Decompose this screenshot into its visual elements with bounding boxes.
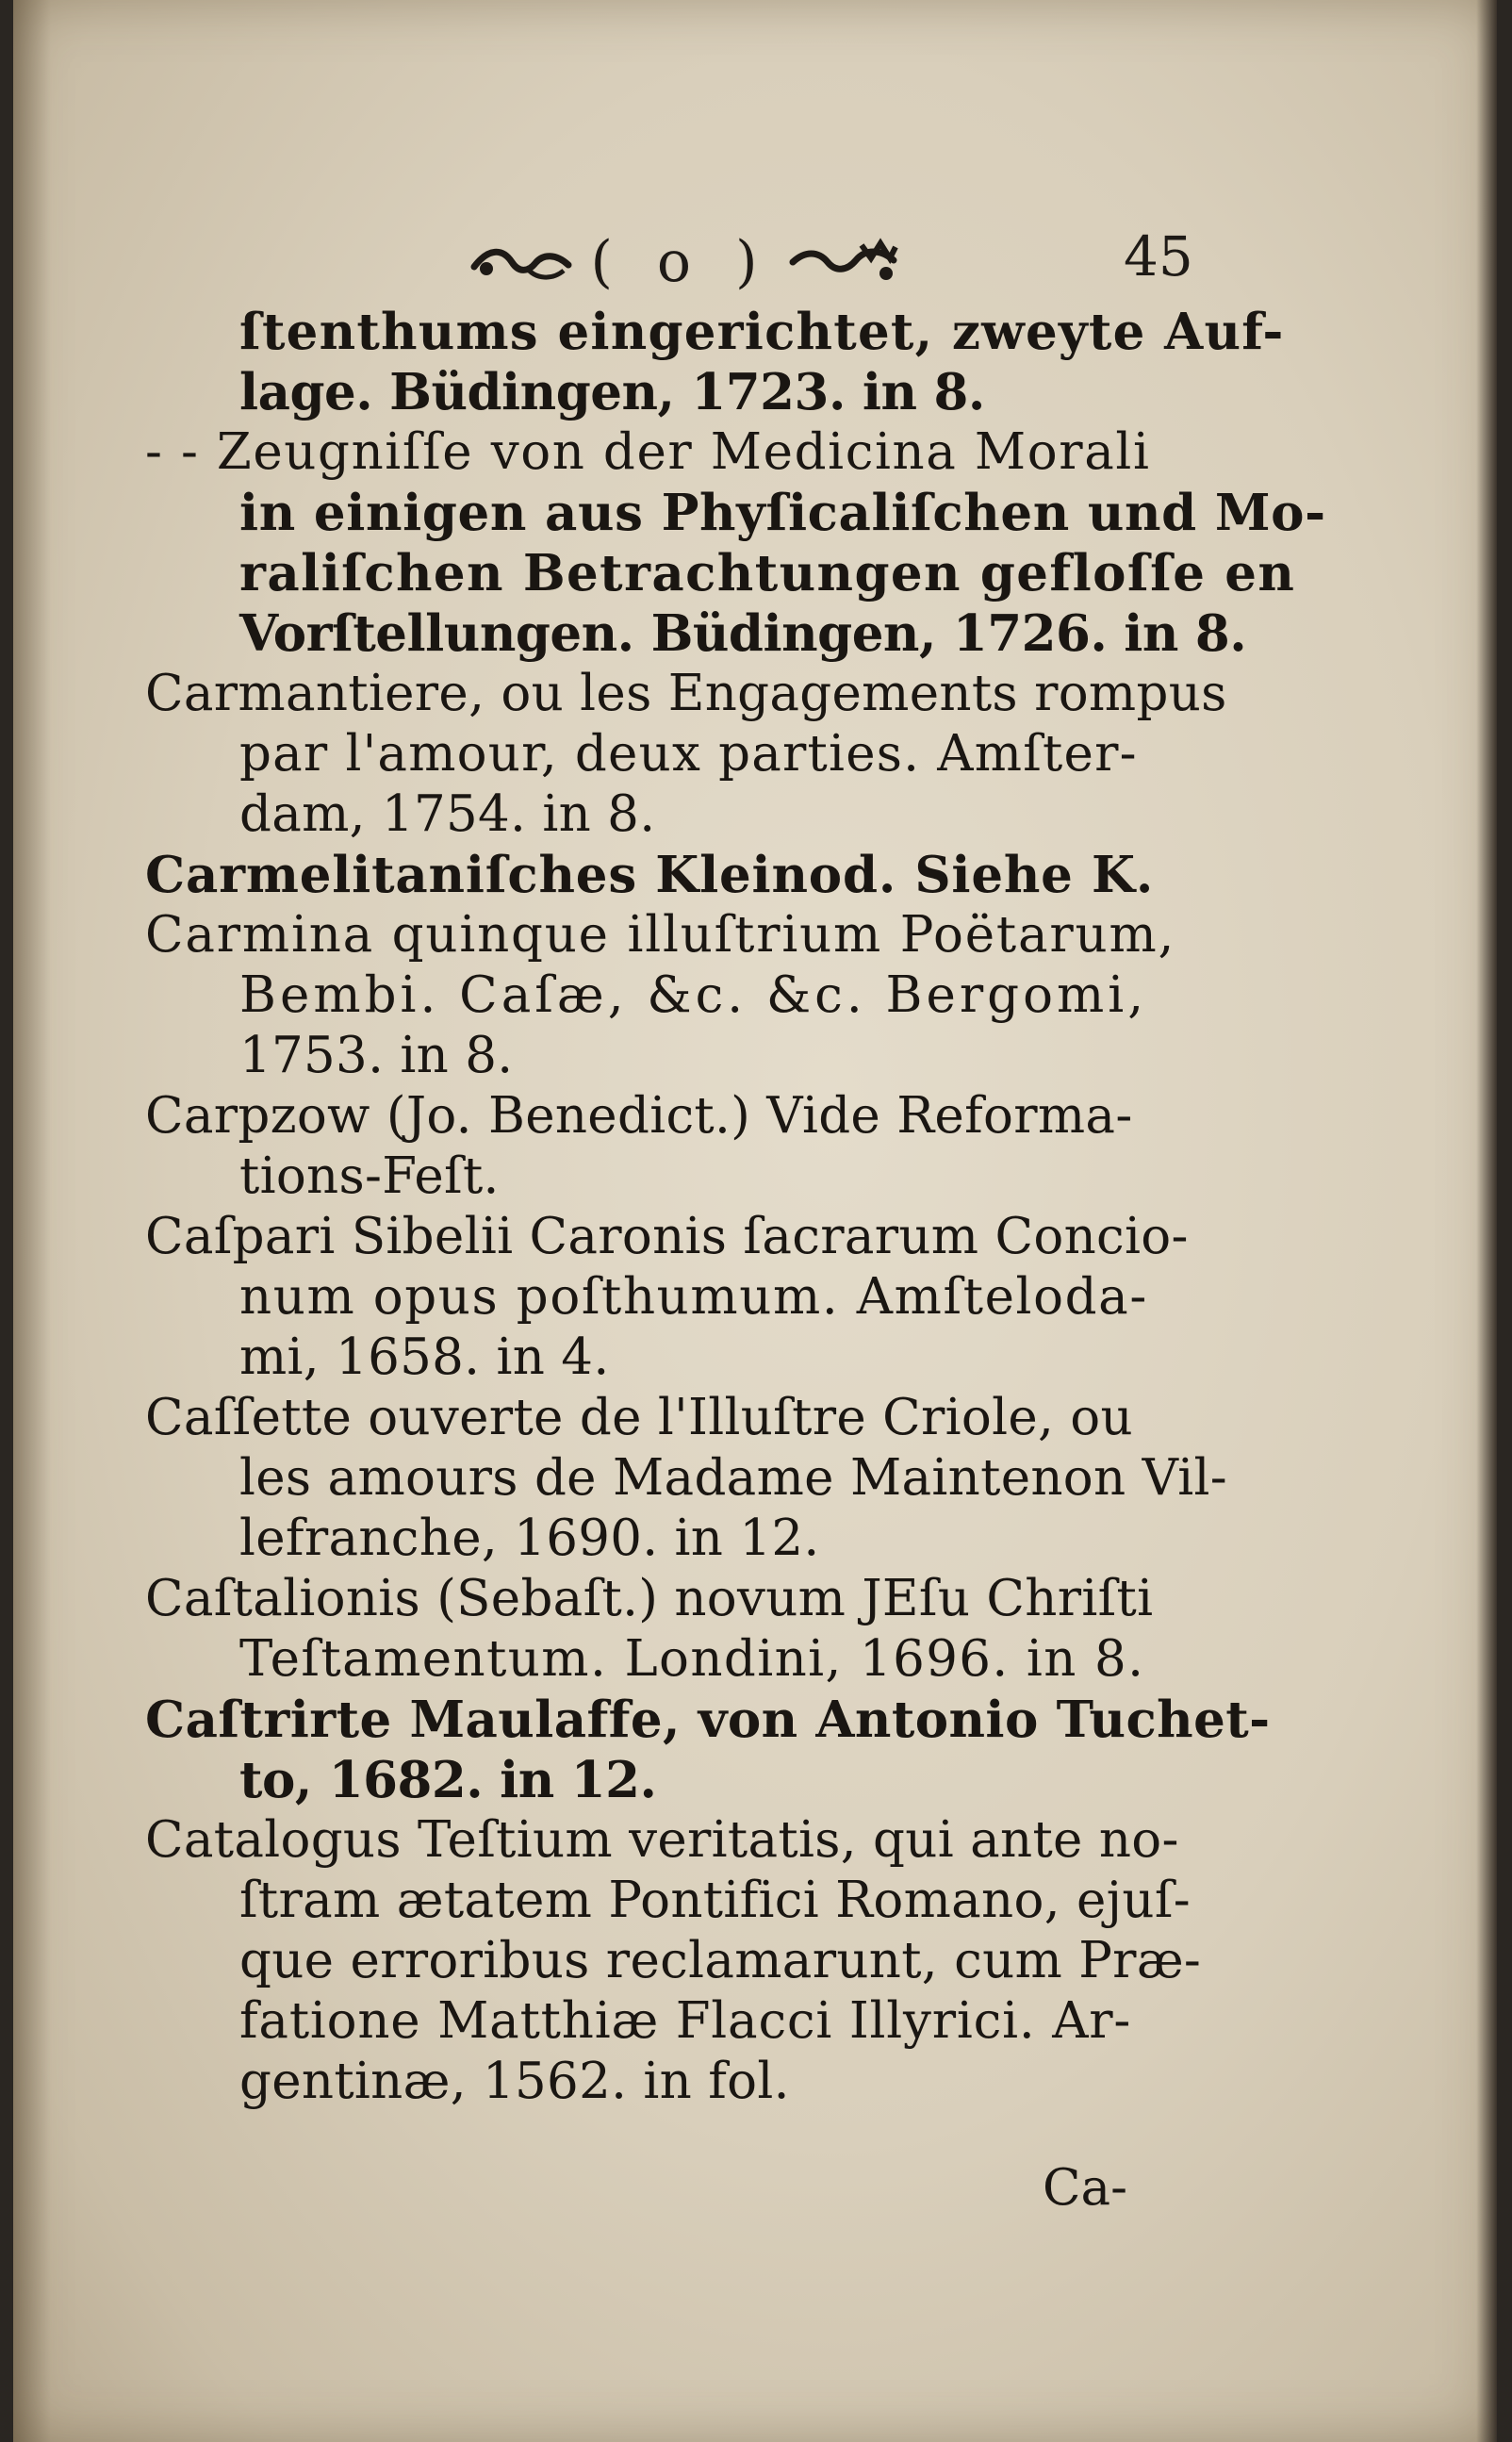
- entry-line: Carmina quinque illuſtrium Poëtarum,: [145, 906, 1176, 964]
- entry-line: tions-Feſt.: [239, 1147, 500, 1205]
- entry-line: - - Zeugniſſe von der Medicina Morali: [145, 423, 1151, 481]
- entry-line: par l'amour, deux parties. Amſter-: [239, 725, 1138, 783]
- book-page: [13, 0, 1497, 2442]
- entry-line: in einigen aus Phyſicaliſchen und Mo-: [239, 484, 1326, 542]
- entry-line: Caſſette ouverte de l'Illuſtre Criole, ou: [145, 1389, 1133, 1446]
- entry-line: Caſtalionis (Sebaſt.) novum JEſu Chriſti: [145, 1570, 1154, 1627]
- entry-line: gentinæ, 1562. in fol.: [239, 2053, 790, 2110]
- fleuron-right-icon: [788, 236, 901, 289]
- entry-line: Caſtrirte Maulaffe, von Antonio Tuchet-: [145, 1691, 1271, 1749]
- entry-line: Vorſtellungen. Büdingen, 1726. in 8.: [239, 604, 1247, 663]
- header-ornament-text: ( o ): [590, 229, 771, 295]
- entry-line: ſtram ætatem Pontifici Romano, ejuſ-: [239, 1872, 1191, 1929]
- entry-line: Carmelitaniſches Kleinod. Siehe K.: [145, 846, 1155, 904]
- entry-line: Carpzow (Jo. Benedict.) Vide Reforma-: [145, 1087, 1133, 1145]
- page-header: [13, 224, 1497, 300]
- entry-line: Carmantiere, ou les Engagements rompus: [145, 665, 1227, 722]
- entry-line: to, 1682. in 12.: [239, 1751, 657, 1809]
- page-number: 45: [1124, 224, 1193, 289]
- entry-line: les amours de Madame Maintenon Vil-: [239, 1449, 1227, 1507]
- entry-line: Caſpari Sibelii Caronis ſacrarum Concio-: [145, 1208, 1189, 1265]
- entry-line: Bembi. Caſæ, &c. &c. Bergomi,: [239, 966, 1148, 1024]
- header-ornament: [464, 224, 907, 300]
- entry-line: dam, 1754. in 8.: [239, 785, 656, 843]
- entry-line: ſtenthums eingerichtet, zweyte Auf-: [239, 303, 1285, 361]
- entry-line: lefranche, 1690. in 12.: [239, 1510, 820, 1567]
- entry-line: num opus poſthumum. Amſteloda-: [239, 1268, 1148, 1326]
- fleuron-left-icon: [469, 239, 573, 286]
- entry-line: Catalogus Teſtium veritatis, qui ante no-: [145, 1811, 1179, 1869]
- entry-line: mi, 1658. in 4.: [239, 1328, 610, 1386]
- catchword: Ca-: [1043, 2159, 1128, 2217]
- entry-line: 1753. in 8.: [239, 1027, 514, 1084]
- entry-line: fatione Matthiæ Flacci Illyrici. Ar-: [239, 1992, 1132, 2050]
- entry-line: raliſchen Betrachtungen gefloſſe en: [239, 544, 1296, 602]
- entry-line: lage. Büdingen, 1723. in 8.: [239, 363, 985, 421]
- entry-line: que erroribus reclamarunt, cum Præ-: [239, 1932, 1202, 1989]
- entry-line: Teſtamentum. Londini, 1696. in 8.: [239, 1630, 1145, 1688]
- page-edge-shadow: [1476, 0, 1497, 2442]
